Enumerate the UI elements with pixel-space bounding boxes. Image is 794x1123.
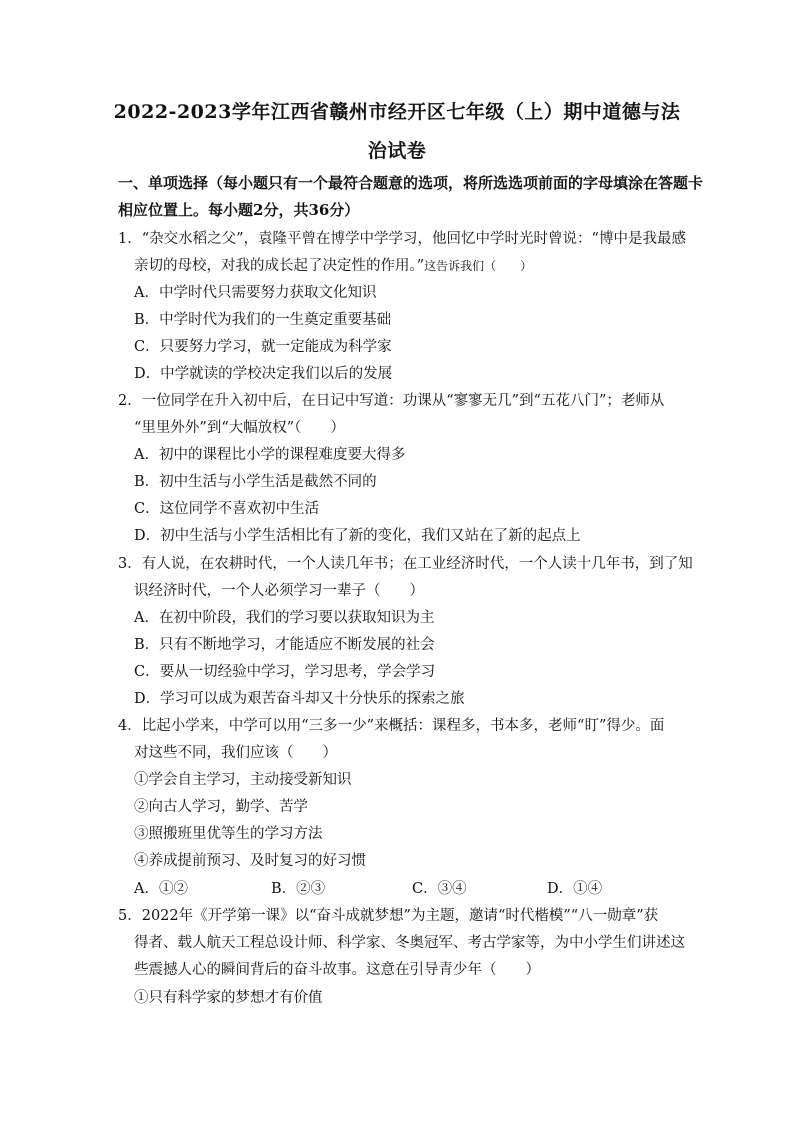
question-4-statement-4: ④养成提前预习、及时复习的好习惯 — [134, 853, 366, 869]
question-4-option-b: B．②③ — [271, 881, 326, 897]
question-2-option-a: A．初中的课程比小学的课程难度要大得多 — [134, 447, 406, 463]
question-2-option-c: C．这位同学不喜欢初中生活 — [134, 501, 320, 517]
exam-title-line-2: 治试卷 — [367, 140, 427, 162]
question-4-statement-2: ②向古人学习，勤学、苦学 — [134, 799, 308, 815]
question-4-options-row — [134, 879, 654, 899]
question-4-option-c: C．③④ — [412, 881, 467, 897]
question-1-prompt: 这告诉我们（ ） — [424, 259, 533, 273]
section-heading-line-1: 一、单项选择（每小题只有一个最符合题意的选项，将所选选项前面的字母填涂在答题卡 — [118, 174, 704, 192]
question-2-stem-line-1: 2．一位同学在升入初中后，在日记中写道：功课从“寥寥无几”到“五花八门”；老师从 — [118, 393, 665, 409]
question-3-option-b: B．只有不断地学习，才能适应不断发展的社会 — [134, 637, 435, 653]
question-3-stem-line-2: 识经济时代，一个人必须学习一辈子（ ） — [134, 583, 424, 599]
question-5-statement-1: ①只有科学家的梦想才有价值 — [134, 990, 323, 1006]
question-4-stem-line-1: 4．比起小学来，中学可以用“三多一少”来概括：课程多，书本多，老师“盯”得少。面 — [118, 718, 665, 734]
question-1-option-a: A．中学时代只需要努力获取文化知识 — [134, 285, 377, 301]
question-5-stem-line-1: 5．2022年《开学第一课》以“奋斗成就梦想”为主题，邀请“时代楷模”“八一勋章”获 — [118, 908, 659, 924]
question-4-option-a: A．①② — [134, 881, 188, 897]
exam-title-line-1: 2022-2023学年江西省赣州市经开区七年级（上）期中道德与法 — [113, 101, 681, 123]
question-3-option-a: A．在初中阶段，我们的学习要以获取知识为主 — [134, 610, 435, 626]
question-5-stem-line-2: 得者、载人航天工程总设计师、科学家、冬奥冠军、考古学家等，为中小学生们讲述这 — [134, 935, 685, 951]
question-4-option-d: D．①④ — [547, 881, 603, 897]
section-heading-line-2: 相应位置上。每小题2分，共36分） — [118, 201, 360, 219]
question-2-option-b: B．初中生活与小学生活是截然不同的 — [134, 474, 377, 490]
question-2-stem-line-2: “里里外外”到“大幅放权”（ ） — [134, 420, 345, 436]
question-3-option-c: C．要从一切经验中学习，学习思考，学会学习 — [134, 664, 436, 680]
question-3-stem-line-1: 3．有人说，在农耕时代，一个人读几年书；在工业经济时代，一个人读十几年书，到了知 — [118, 556, 693, 572]
question-1-option-d: D．中学就读的学校决定我们以后的发展 — [134, 366, 393, 382]
question-1-stem-line-1: 1．“杂交水稻之父”，袁隆平曾在博学中学学习，他回忆中学时光时曾说：“博中是我最感 — [118, 231, 686, 247]
question-4-stem-line-2: 对这些不同，我们应该（ ） — [134, 745, 337, 761]
question-2-option-d: D．初中生活与小学生活相比有了新的变化，我们又站在了新的起点上 — [134, 528, 581, 544]
question-1-stem-text: 亲切的母校，对我的成长起了决定性的作用。” — [134, 258, 425, 274]
question-1-option-b: B．中学时代为我们的一生奠定重要基础 — [134, 312, 392, 328]
question-4-statement-1: ①学会自主学习，主动接受新知识 — [134, 772, 352, 788]
question-3-option-d: D．学习可以成为艰苦奋斗却又十分快乐的探索之旅 — [134, 691, 465, 707]
question-1-stem-line-2 — [134, 256, 532, 276]
question-4-statement-3: ③照搬班里优等生的学习方法 — [134, 826, 323, 842]
question-1-option-c: C．只要努力学习，就一定能成为科学家 — [134, 339, 392, 355]
question-5-stem-line-3: 些震撼人心的瞬间背后的奋斗故事。这意在引导青少年（ ） — [134, 962, 540, 978]
